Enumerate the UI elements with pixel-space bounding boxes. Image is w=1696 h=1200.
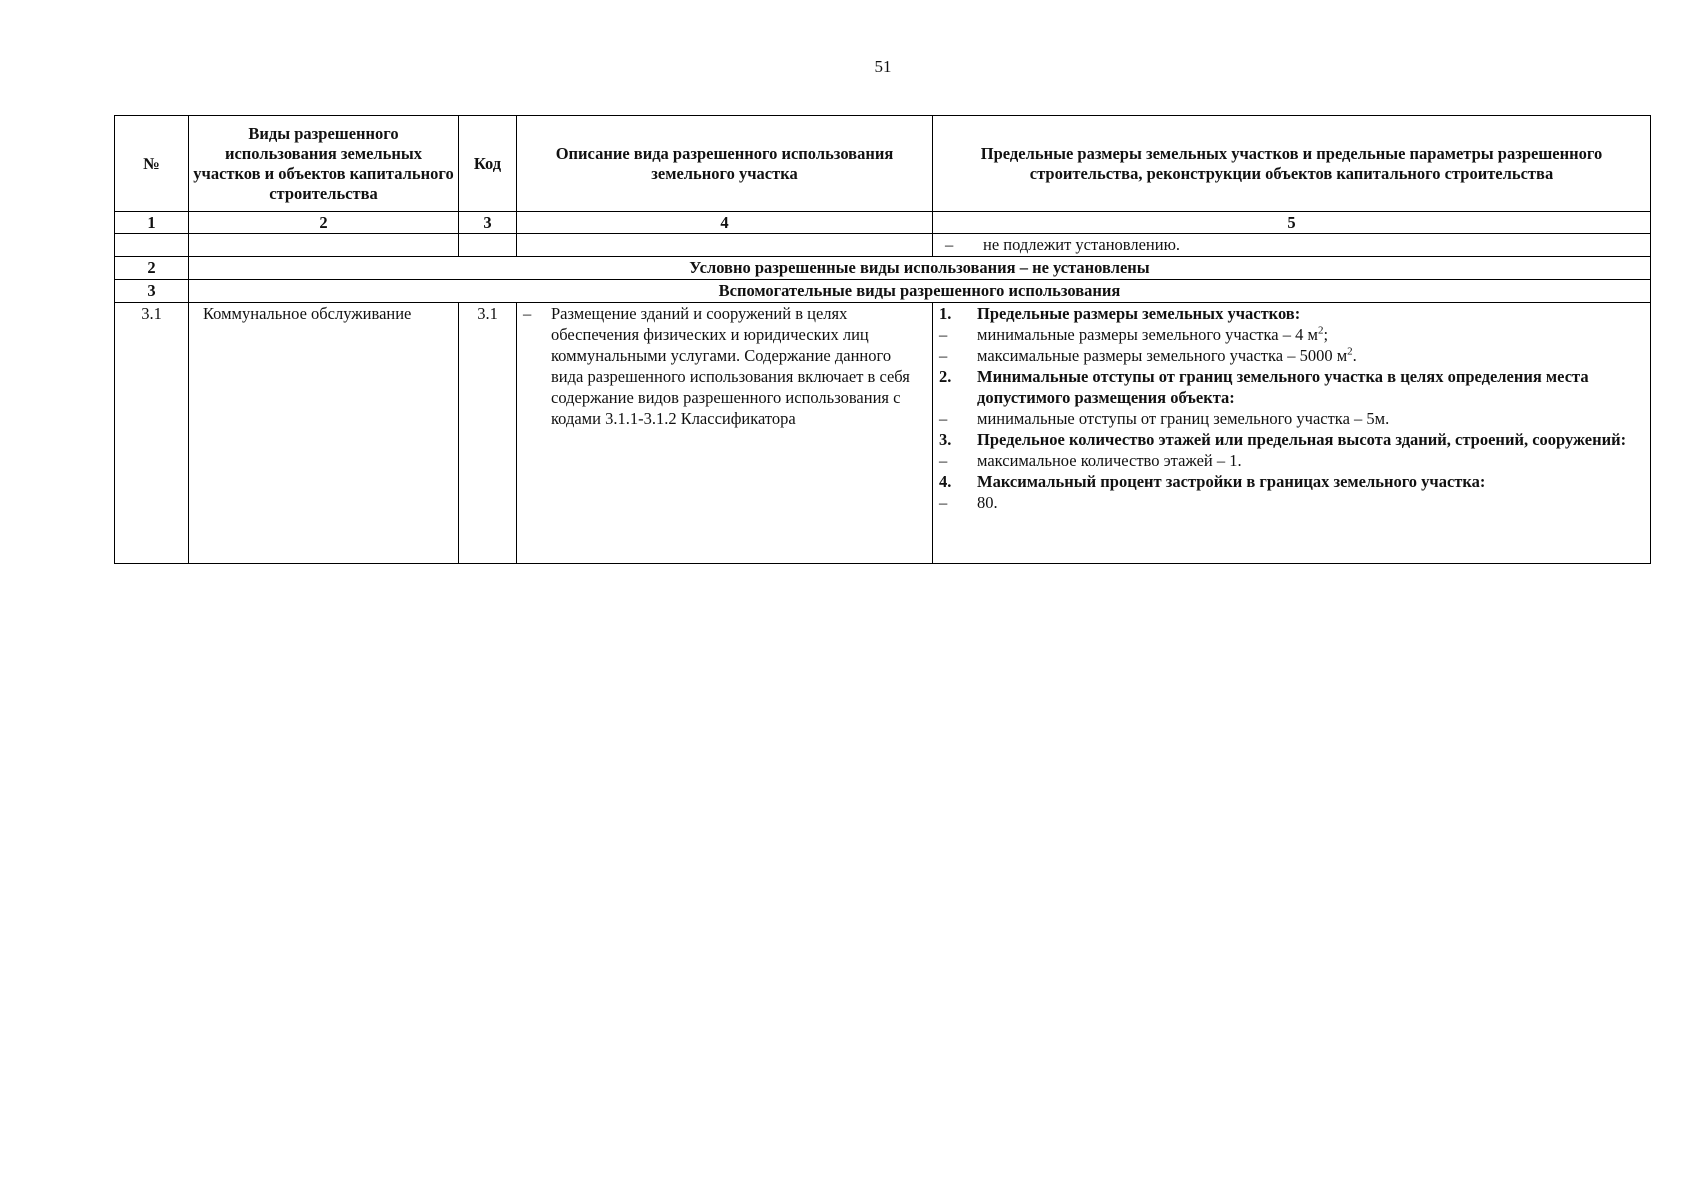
dash: – (939, 493, 948, 512)
dash: – (939, 409, 948, 428)
use-code: 3.1 (459, 303, 517, 564)
land-use-table (114, 115, 1651, 564)
parameter-title: Минимальные отступы от границ земельного участка в целях определения места допустимого размещения объекта: (977, 367, 1589, 407)
use-kind: Коммунальное обслуживание (189, 303, 459, 564)
parameter-number: 2. (939, 367, 952, 386)
parameter-value: 80. (977, 493, 998, 512)
section-title: Вспомогательные виды разрешенного использования (189, 280, 1651, 303)
dash: – (939, 451, 948, 470)
continuation-text: не подлежит установлению. (983, 235, 1181, 254)
column-number: 2 (189, 212, 459, 234)
parameter-value: минимальные размеры земельного участка – 4 $м^2$; (977, 324, 1329, 344)
header-row (115, 116, 1651, 212)
dash: – (939, 346, 948, 365)
parameter-value: максимальные размеры земельного участка – 5000 $м^2$. (977, 345, 1357, 365)
section-row (115, 257, 1651, 280)
parameter-title: Предельные размеры земельных участков: (977, 304, 1301, 323)
page-number: 51 (874, 57, 892, 76)
continuation-row (115, 234, 1651, 257)
parameter-number: 1. (939, 304, 952, 323)
column-number-row (115, 212, 1651, 234)
parameter-value: минимальные отступы от границ земельного участка – 5м. (977, 409, 1390, 428)
section-number: 2 (115, 257, 189, 280)
column-number: 3 (459, 212, 517, 234)
header-number: № (115, 116, 189, 212)
column-number: 5 (933, 212, 1651, 234)
parameters-cell (933, 303, 1651, 564)
use-description: Размещение зданий и сооружений в целях обеспечения физических и юридических лиц коммунальными услугами. Содержание данного вида разрешенного использования включает в себя содержание видов разрешенного использования с кодами 3.1.1-3.1.2 Классификатора (551, 304, 910, 428)
header-code: Код (459, 116, 517, 212)
section-number: 3 (115, 280, 189, 303)
parameter-number: 4. (939, 472, 952, 491)
dash: – (523, 304, 532, 323)
row-number: 3.1 (115, 303, 189, 564)
parameter-title: Предельное количество этажей или предельная высота зданий, строений, сооружений: (977, 430, 1627, 449)
section-row (115, 280, 1651, 303)
header-parameters: Предельные размеры земельных участков и предельные параметры разрешенного строительства, реконструкции объектов капитального строительства (933, 116, 1651, 212)
parameter-title: Максимальный процент застройки в границах земельного участка: (977, 472, 1486, 491)
section-title: Условно разрешенные виды использования – не установлены (189, 257, 1651, 280)
header-description: Описание вида разрешенного использования земельного участка (517, 116, 933, 212)
table-row (115, 303, 1651, 564)
dash: – (945, 235, 954, 254)
column-number: 4 (517, 212, 933, 234)
parameter-number: 3. (939, 430, 952, 449)
parameter-value: максимальное количество этажей – 1. (977, 451, 1242, 470)
dash: – (939, 325, 948, 344)
header-use-kind: Виды разрешенного использования земельных участков и объектов капитального строительства (189, 116, 459, 212)
column-number: 1 (115, 212, 189, 234)
